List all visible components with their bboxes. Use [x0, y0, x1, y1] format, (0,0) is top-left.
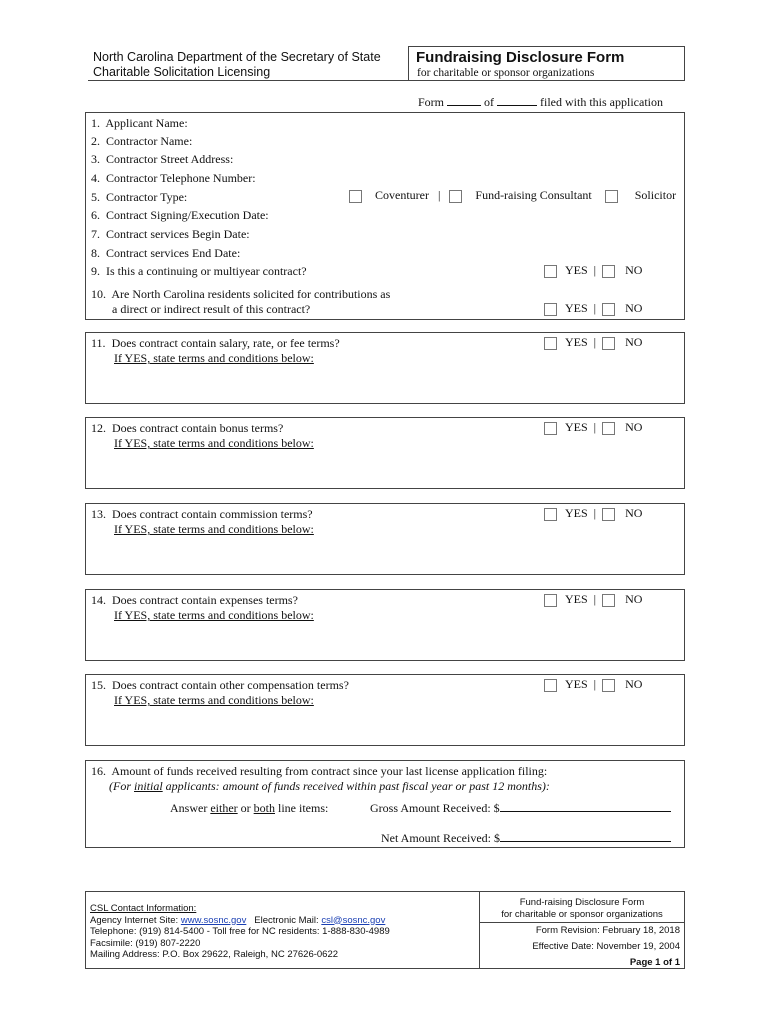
q13-section — [85, 503, 685, 575]
gross-amount-label: Gross Amount Received: $ — [370, 801, 500, 815]
q10-line2: a direct or indirect result of this contract? — [112, 302, 311, 316]
q12-section — [85, 417, 685, 489]
field-label: Contract services End Date: — [106, 246, 241, 260]
field-label: Contract Signing/Execution Date: — [106, 208, 269, 222]
no-label: NO — [625, 677, 643, 691]
field-num: 3. — [91, 152, 100, 166]
agency-line2: Charitable Solicitation Licensing — [93, 65, 271, 79]
field-label: Is this a continuing or multiyear contract? — [106, 264, 307, 278]
note-pre: (For — [109, 779, 134, 793]
yes-checkbox[interactable] — [544, 265, 557, 278]
field-contractor-name[interactable] — [91, 134, 192, 149]
yes-label: YES — [565, 335, 588, 349]
website-line — [90, 915, 390, 927]
yes-label: YES — [565, 263, 588, 277]
gross-amount-line — [370, 801, 671, 816]
consultant-checkbox[interactable] — [449, 190, 462, 203]
yes-checkbox[interactable] — [544, 422, 557, 435]
terms-note: If YES, state terms and conditions below: — [114, 436, 314, 450]
field-label: Contract services Begin Date: — [106, 227, 250, 241]
field-end-date[interactable] — [91, 246, 240, 261]
terms-note: If YES, state terms and conditions below: — [114, 351, 314, 365]
website-label: Agency Internet Site: — [90, 914, 179, 926]
separator: | — [593, 420, 597, 434]
q11-yes-no — [544, 335, 642, 350]
field-contractor-address[interactable] — [91, 152, 233, 167]
yes-label: YES — [565, 301, 588, 315]
field-num: 10. — [91, 287, 106, 301]
yes-checkbox[interactable] — [544, 594, 557, 607]
field-label: Contractor Street Address: — [106, 152, 234, 166]
field-num: 6. — [91, 208, 100, 222]
separator: | — [593, 677, 597, 691]
field-num: 2. — [91, 134, 100, 148]
q16-note — [91, 779, 550, 794]
agency-heading — [93, 50, 381, 80]
no-checkbox[interactable] — [602, 422, 615, 435]
no-label: NO — [625, 263, 643, 277]
separator: | — [593, 506, 597, 520]
note-post: applicants: amount of funds received within past fiscal year or past 12 months): — [162, 779, 550, 793]
terms-note: If YES, state terms and conditions below: — [114, 608, 314, 622]
no-label: NO — [625, 420, 643, 434]
mail-line: Mailing Address: P.O. Box 29622, Raleigh, NC 27626-0622 — [90, 949, 339, 960]
q10-yes-no — [544, 301, 642, 316]
website-link[interactable]: www.sosnc.gov — [180, 914, 247, 926]
no-checkbox[interactable] — [602, 594, 615, 607]
question-text — [91, 678, 349, 708]
q16-section — [85, 760, 685, 848]
fax-line: Facsimile: (919) 807-2220 — [90, 937, 201, 949]
yes-label: YES — [565, 677, 588, 691]
question-num: 14. — [91, 593, 106, 607]
email-link[interactable]: csl@sosnc.gov — [321, 914, 386, 926]
form-title-box — [408, 46, 685, 81]
field-label: Contractor Type: — [106, 190, 188, 204]
question-label: Does contract contain commission terms? — [112, 507, 313, 521]
note-initial: initial — [134, 779, 163, 793]
filed-prefix: Form — [418, 95, 445, 109]
agency-line1: North Carolina Department of the Secretary of State — [93, 50, 381, 64]
question-text — [91, 421, 314, 451]
yes-label: YES — [565, 420, 588, 434]
no-checkbox[interactable] — [602, 337, 615, 350]
field-multiyear — [91, 264, 307, 279]
no-checkbox[interactable] — [602, 303, 615, 316]
question-label: Does contract contain bonus terms? — [112, 421, 284, 435]
q12-yes-no — [544, 420, 642, 435]
no-checkbox[interactable] — [602, 679, 615, 692]
coventurer-checkbox[interactable] — [349, 190, 362, 203]
q14-section — [85, 589, 685, 661]
question-label: Does contract contain salary, rate, or fee terms? — [111, 336, 340, 350]
coventurer-label: Coventurer — [375, 188, 429, 202]
email-label: Electronic Mail: — [254, 914, 319, 926]
form-info — [480, 892, 684, 968]
question-num: 13. — [91, 507, 106, 521]
field-signing-date[interactable] — [91, 208, 269, 223]
q13-yes-no — [544, 506, 642, 521]
yes-checkbox[interactable] — [544, 303, 557, 316]
contact-title: CSL Contact Information: — [90, 903, 197, 914]
field-num: 4. — [91, 171, 100, 185]
field-label: Applicant Name: — [105, 116, 188, 130]
phone-line: Telephone: (919) 814-5400 - Toll free for NC residents: 1-888-830-4989 — [90, 926, 390, 937]
field-num: 7. — [91, 227, 100, 241]
yes-checkbox[interactable] — [544, 337, 557, 350]
separator: | — [593, 592, 597, 606]
filed-suffix: filed with this application — [540, 95, 663, 109]
yes-label: YES — [565, 592, 588, 606]
separator: | — [593, 263, 597, 277]
field-begin-date[interactable] — [91, 227, 250, 242]
question-num: 12. — [91, 421, 106, 435]
answer-either: either — [210, 801, 238, 815]
field-contractor-type — [91, 190, 187, 205]
terms-note: If YES, state terms and conditions below: — [114, 693, 314, 707]
solicitor-label: Solicitor — [634, 188, 677, 202]
field-num: 9. — [91, 264, 100, 278]
field-applicant-name[interactable] — [91, 116, 188, 131]
question-num: 11. — [91, 336, 106, 350]
form-subtitle: for charitable or sponsor organizations — [417, 67, 595, 79]
no-label: NO — [625, 301, 643, 315]
separator: | — [437, 188, 441, 202]
filed-of: of — [484, 95, 495, 109]
answer-both: both — [253, 801, 275, 815]
question-num: 15. — [91, 678, 106, 692]
form-number-blank[interactable] — [447, 105, 481, 106]
form-revision: Form Revision: February 18, 2018 — [535, 925, 680, 936]
q15-yes-no — [544, 677, 642, 692]
field-contractor-phone[interactable] — [91, 171, 256, 186]
q15-section — [85, 674, 685, 746]
question-label: Amount of funds received resulting from contract since your last license application filing: — [111, 764, 548, 778]
contact-info — [90, 903, 390, 961]
field-num: 5. — [91, 190, 100, 204]
no-label: NO — [625, 592, 643, 606]
answer-post: line items: — [275, 801, 329, 815]
form-title: Fundraising Disclosure Form — [416, 49, 625, 66]
q10-line1: Are North Carolina residents solicited for contributions as — [111, 287, 391, 301]
contractor-type-options — [349, 188, 676, 203]
yes-label: YES — [565, 506, 588, 520]
effective-date: Effective Date: November 19, 2004 — [532, 941, 680, 952]
yes-checkbox[interactable] — [544, 508, 557, 521]
q14-yes-no — [544, 592, 642, 607]
no-label: NO — [625, 335, 643, 349]
terms-note: If YES, state terms and conditions below: — [114, 522, 314, 536]
answer-pre: Answer — [170, 801, 211, 815]
separator: | — [593, 301, 597, 315]
form-info-rule — [480, 922, 684, 923]
q11-section — [85, 332, 685, 404]
question-num: 16. — [91, 764, 106, 778]
q9-yes-no — [544, 263, 642, 278]
solicitor-checkbox[interactable] — [605, 190, 618, 203]
question-text — [91, 593, 314, 623]
no-checkbox[interactable] — [602, 265, 615, 278]
no-label: NO — [625, 506, 643, 520]
no-checkbox[interactable] — [602, 508, 615, 521]
q16-text — [91, 764, 550, 794]
consultant-label: Fund-raising Consultant — [475, 188, 592, 202]
form-info-name: Fund-raising Disclosure Form — [519, 897, 645, 908]
answer-instruction — [170, 801, 328, 816]
question-label: Does contract contain expenses terms? — [112, 593, 298, 607]
question-text — [91, 507, 314, 537]
answer-or: or — [237, 801, 254, 815]
gross-amount-field[interactable] — [500, 811, 671, 812]
net-amount-line — [381, 831, 671, 846]
field-nc-residents — [91, 287, 390, 317]
form-info-sub: for charitable or sponsor organizations — [501, 909, 663, 920]
net-amount-label: Net Amount Received: $ — [381, 831, 500, 845]
yes-checkbox[interactable] — [544, 679, 557, 692]
field-label: Contractor Telephone Number: — [106, 171, 256, 185]
field-num: 8. — [91, 246, 100, 260]
question-text — [91, 336, 340, 366]
footer — [85, 891, 685, 969]
separator: | — [593, 335, 597, 349]
field-label: Contractor Name: — [106, 134, 193, 148]
question-label: Does contract contain other compensation terms? — [112, 678, 349, 692]
net-amount-field[interactable] — [500, 841, 671, 842]
filed-with-line — [418, 95, 663, 110]
field-num: 1. — [91, 116, 100, 130]
header-underline — [88, 80, 410, 81]
form-total-blank[interactable] — [497, 105, 537, 106]
page-number: Page 1 of 1 — [629, 957, 680, 968]
